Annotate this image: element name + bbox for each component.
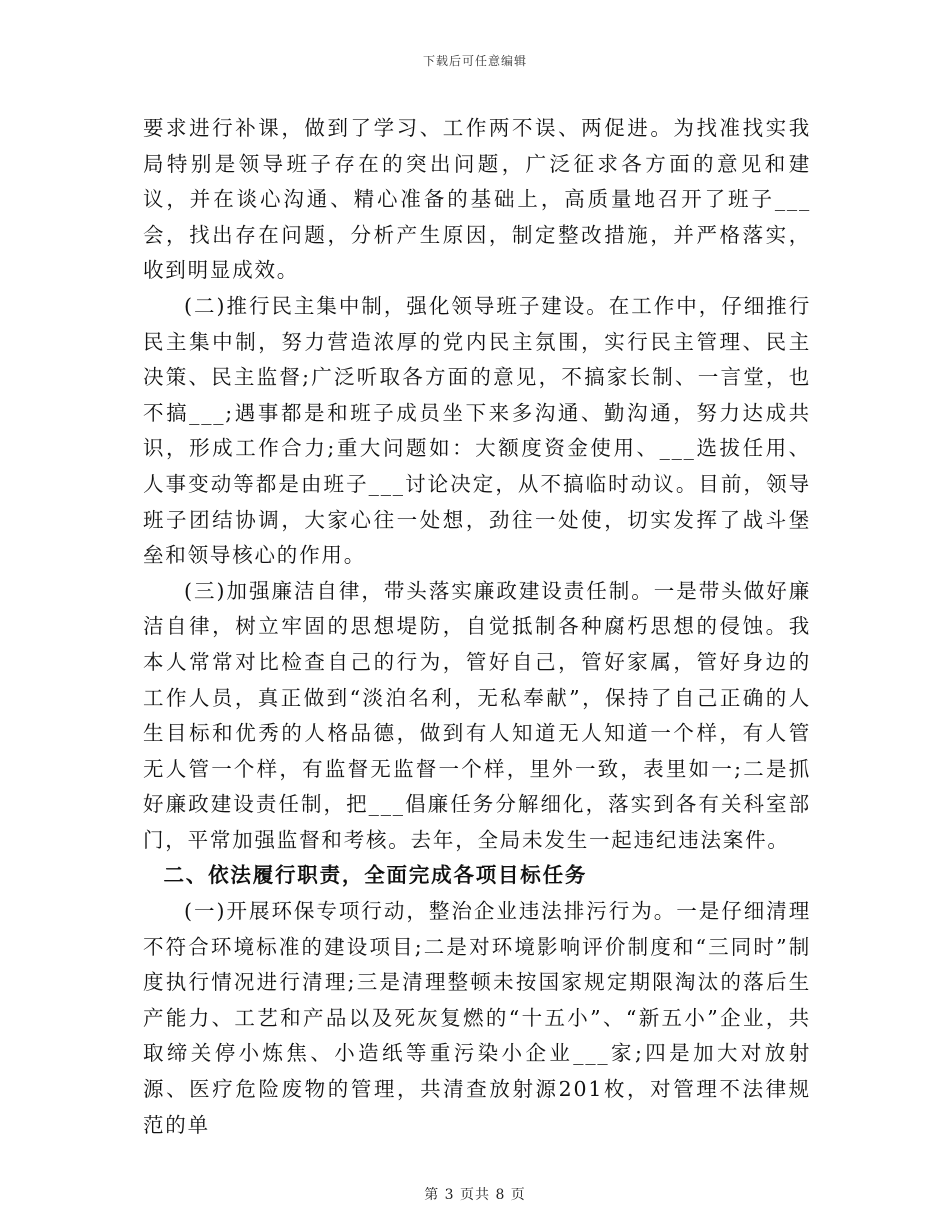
page-header: 下载后可任意编辑 xyxy=(422,54,527,68)
paragraph-integrity: (三)加强廉洁自律，带头落实廉政建设责任制。一是带头做好廉洁自律，树立牢固的思想堤防，自觉抵制各种腐朽思想的侵蚀。我本人常常对比检查自己的行为，管好自己，管好家属，管好身边的工作人员，真正做到“淡泊名利，无私奉献”，保持了自己正确的人生目标和优秀的人格品德，做到有人知道无人知道一个样，有人管无人管一个样，有监督无监督一个样，里外一致，表里如一;二是抓好廉政建设责任制，把___倡廉任务分解细化，落实到各有关科室部门，平常加强监督和考核。去年，全局未发生一起违纪违法案件。 xyxy=(143,578,811,852)
document-body xyxy=(143,111,811,1143)
paragraph-environmental-action: (一)开展环保专项行动，整治企业违法排污行为。一是仔细清理不符合环境标准的建设项目;二是对环境影响评价制度和“三同时”制度执行情况进行清理;三是清理整顿未按国家规定期限淘汰的落后生产能力、工艺和产品以及死灰复燃的“十五小”、“新五小”企业，共取缔关停小炼焦、小造纸等重污染小企业___家;四是加大对放射源、医疗危险废物的管理，共清查放射源201枚，对管理不法律规范的单 xyxy=(143,899,811,1137)
paragraph-continuation: 要求进行补课，做到了学习、工作两不误、两促进。为找准找实我局特别是领导班子存在的突出问题，广泛征求各方面的意见和建议，并在谈心沟通、精心准备的基础上，高质量地召开了班子___会，找出存在问题，分析产生原因，制定整改措施，并严格落实，收到明显成效。 xyxy=(143,116,811,283)
paragraph-democratic-centralism: (二)推行民主集中制，强化领导班子建设。在工作中，仔细推行民主集中制，努力营造浓厚的党内民主氛围，实行民主管理、民主决策、民主监督;广泛听取各方面的意见，不搞家长制、一言堂，也不搞___;遇事都是和班子成员坐下来多沟通、勤沟通，努力达成共识，形成工作合力;重大问题如：大额度资金使用、___选拔任用、人事变动等都是由班子___讨论决定，从不搞临时动议。目前，领导班子团结协调，大家心往一处想，劲往一处使，切实发挥了战斗堡垒和领导核心的作用。 xyxy=(143,293,811,568)
page-number: 第 3 页共 8 页 xyxy=(424,1187,526,1203)
section-heading: 二、依法履行职责，全面完成各项目标任务 xyxy=(163,863,588,888)
